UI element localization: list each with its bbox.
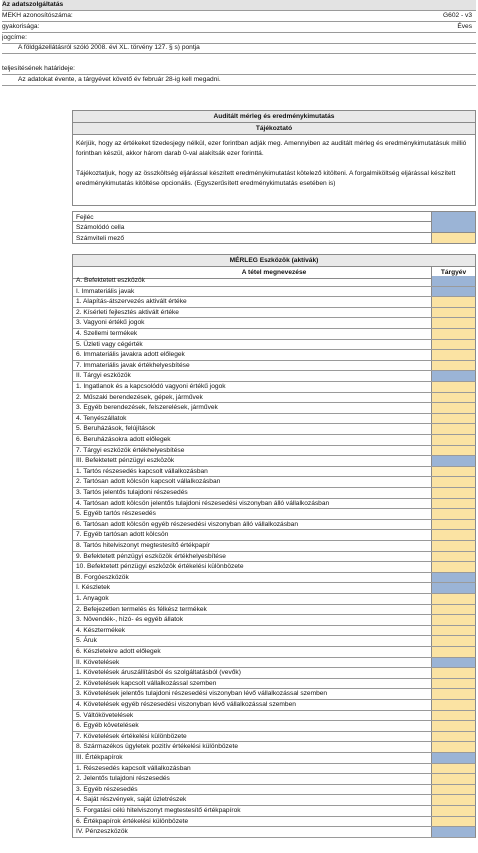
row-label: 1. Alapítás-átszervezés aktivált értéke (76, 298, 187, 306)
row-label: 2. Befejezetlen termelés és félkész termékek (76, 605, 207, 613)
table-row (72, 806, 476, 817)
row-label: 2. Kísérleti fejlesztés aktivált értéke (76, 308, 179, 316)
table-row (72, 827, 476, 838)
table-row (72, 446, 476, 457)
value-input-cell[interactable] (431, 477, 475, 487)
computed-cell (431, 753, 475, 763)
table-row (72, 711, 476, 722)
table-row (72, 520, 476, 531)
row-label: III. Értékpapírok (76, 754, 123, 761)
header-row (2, 64, 476, 75)
value-input-cell[interactable] (431, 764, 475, 774)
value-input-cell[interactable] (431, 350, 475, 360)
table-row (72, 393, 476, 404)
row-label: II. Követelések (76, 658, 120, 666)
table-row (72, 721, 476, 732)
row-label: 6. Egyéb követelések (76, 722, 139, 730)
row-label: 2. Műszaki berendezések, gépek, járművek (76, 393, 203, 401)
row-label: 3. Egyéb részesedés (76, 785, 138, 793)
row-label: 1. Részesedés kapcsolt vállalkozásban (76, 764, 191, 772)
computed-cell (431, 456, 475, 466)
value-input-cell[interactable] (431, 742, 475, 752)
computed-cell (431, 583, 475, 593)
header-row-value: G602 - v3 (443, 12, 472, 19)
table-row (72, 647, 476, 658)
table-row (72, 424, 476, 435)
row-label: 6. Tartósan adott kölcsön egyéb részesedési viszonyban álló vállalkozásban (76, 520, 299, 528)
row-label: IV. Pénzeszközök (76, 828, 128, 836)
legend-item (72, 233, 476, 244)
row-label: 2. Követelések kapcsolt vállalkozással szemben (76, 679, 217, 687)
col-year-header: Tárgyév (431, 267, 475, 278)
table-row (72, 541, 476, 552)
value-input-cell[interactable] (431, 414, 475, 424)
computed-cell (431, 371, 475, 381)
row-label: 7. Tárgyi eszközök értékhelyesbítése (76, 446, 185, 454)
value-input-cell[interactable] (431, 774, 475, 784)
info-para-1: Kérjük, hogy az értékeket tizedesjegy nélkül, ezer forintban adják meg. Amennyiben az auditált mérleg és eredménykimutatásuk millió forintban készül, akkor három darab 0-val alakítsák ezer forinttá. (76, 140, 467, 157)
value-input-cell[interactable] (431, 446, 475, 456)
table-row (72, 795, 476, 806)
value-input-cell[interactable] (431, 403, 475, 413)
value-input-cell[interactable] (431, 467, 475, 477)
row-label: 9. Befektetett pénzügyi eszközök értékhelyesbítése (76, 552, 226, 560)
value-input-cell[interactable] (431, 626, 475, 636)
table-row (72, 753, 476, 764)
table-row (72, 626, 476, 637)
value-input-cell[interactable] (431, 700, 475, 710)
row-label: 5. Beruházások, felújítások (76, 425, 156, 433)
row-label: 3. Vagyoni értékű jogok (76, 319, 145, 327)
legend-swatch (431, 212, 475, 222)
section-title (2, 0, 476, 11)
table-row (72, 573, 476, 584)
table-row (72, 732, 476, 743)
table-row (72, 340, 476, 351)
row-label: B. Forgóeszközök (76, 573, 129, 581)
table-row (72, 636, 476, 647)
row-label: 7. Egyéb tartósan adott kölcsön (76, 531, 169, 539)
table-row (72, 488, 476, 499)
header-row-label: A földgázellátásról szóló 2008. évi XL. törvény 127. § s) pontja (18, 44, 200, 51)
row-label: 5. Váltókövetelések (76, 711, 134, 719)
value-input-cell[interactable] (431, 541, 475, 551)
table-row (72, 371, 476, 382)
row-label: 3. Tartós jelentős tulajdoni részesedés (76, 489, 188, 496)
value-input-cell[interactable] (431, 636, 475, 646)
row-label: 1. Ingatlanok és a kapcsolódó vagyoni értékű jogok (76, 383, 226, 390)
table-row (72, 552, 476, 563)
table-header (72, 254, 476, 276)
table-row (72, 742, 476, 753)
header-row-label: Az adatokat évente, a tárgyévet követő év február 28-ig kell megadni. (18, 76, 221, 83)
value-input-cell[interactable] (431, 817, 475, 827)
table-row (72, 276, 476, 287)
legend-label: Fejléc (76, 214, 94, 221)
row-label: II. Tárgyi eszközök (76, 372, 131, 380)
table-row (72, 350, 476, 361)
info-para-2: Tájékoztatjuk, hogy az összköltség eljárással készített eredménykimutatást kötelező kitölteni. A forgalmiköltség eljárással készített eredménykimutatás kitöltése opcionális. (Egyszerűsített eredménykimutatás esetében is) (76, 170, 456, 187)
row-label: 5. Forgatási célú hitelviszonyt megtestesítő értékpapírok (76, 807, 241, 814)
row-label: 3. Egyéb berendezések, felszerelések, járművek (76, 404, 218, 412)
row-label: 10. Befektetett pénzügyi eszközök értékelési különbözete (76, 563, 244, 571)
table-row (72, 774, 476, 785)
table-row (72, 361, 476, 372)
info-box (72, 110, 476, 206)
value-input-cell[interactable] (431, 806, 475, 816)
row-label: 6. Beruházásokra adott előlegek (76, 436, 171, 443)
value-input-cell[interactable] (431, 668, 475, 678)
value-input-cell[interactable] (431, 689, 475, 699)
row-label: 4. Saját részvények, saját üzletrészek (76, 796, 187, 804)
table-row (72, 297, 476, 308)
value-input-cell[interactable] (431, 721, 475, 731)
row-label: 4. Szellemi termékek (76, 330, 138, 337)
row-label: 3. Követelések jelentős tulajdoni részesedési viszonyban lévő vállalkozással szemben (76, 690, 328, 698)
legend-label: Számviteli mező (76, 235, 125, 242)
legend-swatch (431, 222, 475, 232)
table-row (72, 414, 476, 425)
table-row (72, 817, 476, 828)
table-row (72, 785, 476, 796)
table-row (72, 329, 476, 340)
legend-swatch (431, 233, 475, 243)
table-row (72, 509, 476, 520)
info-subtitle: Tájékoztató (73, 123, 475, 135)
row-label: 1. Követelések áruszállításból és szolgáltatásból (vevők) (76, 669, 241, 677)
row-label: 6. Értékpapírok értékelési különbözete (76, 817, 189, 825)
table-row (72, 689, 476, 700)
row-label: 8. Tartós hitelviszonyt megtestesítő értékpapír (76, 542, 211, 549)
table-row (72, 308, 476, 319)
header-row-label: gyakorisága: (2, 23, 40, 30)
value-input-cell[interactable] (431, 615, 475, 625)
computed-cell (431, 573, 475, 583)
table-title: MÉRLEG Eszközök (aktívák) (73, 255, 475, 267)
table-row (72, 764, 476, 775)
value-input-cell[interactable] (431, 361, 475, 371)
row-label: 6. Készletekre adott előlegek (76, 648, 161, 655)
header-row-value: Éves (457, 23, 472, 30)
row-label: 8. Származékos ügyletek pozitív értékelési különbözete (76, 743, 238, 751)
row-label: 1. Tartós részesedés kapcsolt vállalkozásban (76, 467, 208, 475)
header-row-label: MEKH azonosítószáma: (2, 12, 73, 19)
legend-label: Számolódó cella (76, 224, 125, 231)
value-input-cell[interactable] (431, 329, 475, 339)
value-input-cell[interactable] (431, 435, 475, 445)
value-input-cell[interactable] (431, 488, 475, 498)
value-input-cell[interactable] (431, 520, 475, 530)
table-row (72, 467, 476, 478)
row-label: 5. Egyéb tartós részesedés (76, 510, 156, 518)
row-label: 1. Anyagok (76, 595, 109, 602)
table-row (72, 287, 476, 298)
value-input-cell[interactable] (431, 562, 475, 572)
header-row-label: jogcíme: (2, 34, 27, 41)
header-row (2, 43, 476, 54)
legend-item (72, 222, 476, 233)
value-input-cell[interactable] (431, 318, 475, 328)
computed-cell (431, 827, 475, 837)
table-row (72, 477, 476, 488)
table-row (72, 562, 476, 573)
value-input-cell[interactable] (431, 605, 475, 615)
value-input-cell[interactable] (431, 594, 475, 604)
table-row (72, 318, 476, 329)
row-label: 7. Követelések értékelési különbözete (76, 732, 187, 740)
row-label: 3. Növendék-, hízó- és egyéb állatok (76, 616, 184, 624)
row-label: 7. Immateriális javak értékhelyesbítése (76, 361, 190, 369)
table-row (72, 382, 476, 393)
value-input-cell[interactable] (431, 732, 475, 742)
computed-cell (431, 287, 475, 297)
info-text (73, 135, 475, 193)
row-label: I. Készletek (76, 584, 111, 592)
value-input-cell[interactable] (431, 785, 475, 795)
computed-cell (431, 276, 475, 286)
value-input-cell[interactable] (431, 393, 475, 403)
row-label: 4. Késztermékek (76, 626, 126, 634)
row-label: 4. Követelések egyéb részesedési viszonyban lévő vállalkozással szemben (76, 701, 296, 708)
table-row (72, 700, 476, 711)
value-input-cell[interactable] (431, 297, 475, 307)
value-input-cell[interactable] (431, 340, 475, 350)
table-row (72, 658, 476, 669)
table-row (72, 456, 476, 467)
table-row (72, 594, 476, 605)
value-input-cell[interactable] (431, 509, 475, 519)
table-row (72, 499, 476, 510)
header-row-label: teljesítésének határideje: (2, 65, 75, 72)
section-title-text: Az adatszolgáltatás (2, 1, 64, 8)
table-row (72, 530, 476, 541)
col-item-header: A tétel megnevezése (241, 269, 307, 276)
row-label: 2. Jelentős tulajdoni részesedés (76, 775, 170, 783)
table-row (72, 668, 476, 679)
row-label: A. Befektetett eszközök (76, 277, 145, 284)
header-row (2, 22, 476, 33)
info-title: Auditált mérleg és eredménykimutatás (73, 111, 475, 123)
computed-cell (431, 658, 475, 668)
table-row (72, 403, 476, 414)
header-row (2, 11, 476, 22)
value-input-cell[interactable] (431, 679, 475, 689)
legend-item (72, 211, 476, 222)
row-label: 4. Tartósan adott kölcsön jelentős tulajdoni részesedési viszonyban álló vállalkozásban (76, 499, 330, 507)
value-input-cell[interactable] (431, 552, 475, 562)
table-row (72, 605, 476, 616)
table-row (72, 615, 476, 626)
table-row (72, 583, 476, 594)
row-label: III. Befektetett pénzügyi eszközök (76, 457, 175, 465)
row-label: 6. Immateriális javakra adott előlegek (76, 351, 185, 359)
value-input-cell[interactable] (431, 424, 475, 434)
value-input-cell[interactable] (431, 795, 475, 805)
row-label: 4. Tenyészállatok (76, 414, 127, 422)
table-row (72, 679, 476, 690)
value-input-cell[interactable] (431, 499, 475, 509)
value-input-cell[interactable] (431, 308, 475, 318)
header-row (2, 75, 476, 86)
value-input-cell[interactable] (431, 711, 475, 721)
row-label: I. Immateriális javak (76, 287, 135, 295)
value-input-cell[interactable] (431, 647, 475, 657)
value-input-cell[interactable] (431, 530, 475, 540)
row-label: 5. Áruk (76, 637, 97, 645)
value-input-cell[interactable] (431, 382, 475, 392)
row-label: 2. Tartósan adott kölcsön kapcsolt vállalkozásban (76, 478, 221, 486)
table-row (72, 435, 476, 446)
row-label: 5. Üzleti vagy cégérték (76, 340, 143, 348)
